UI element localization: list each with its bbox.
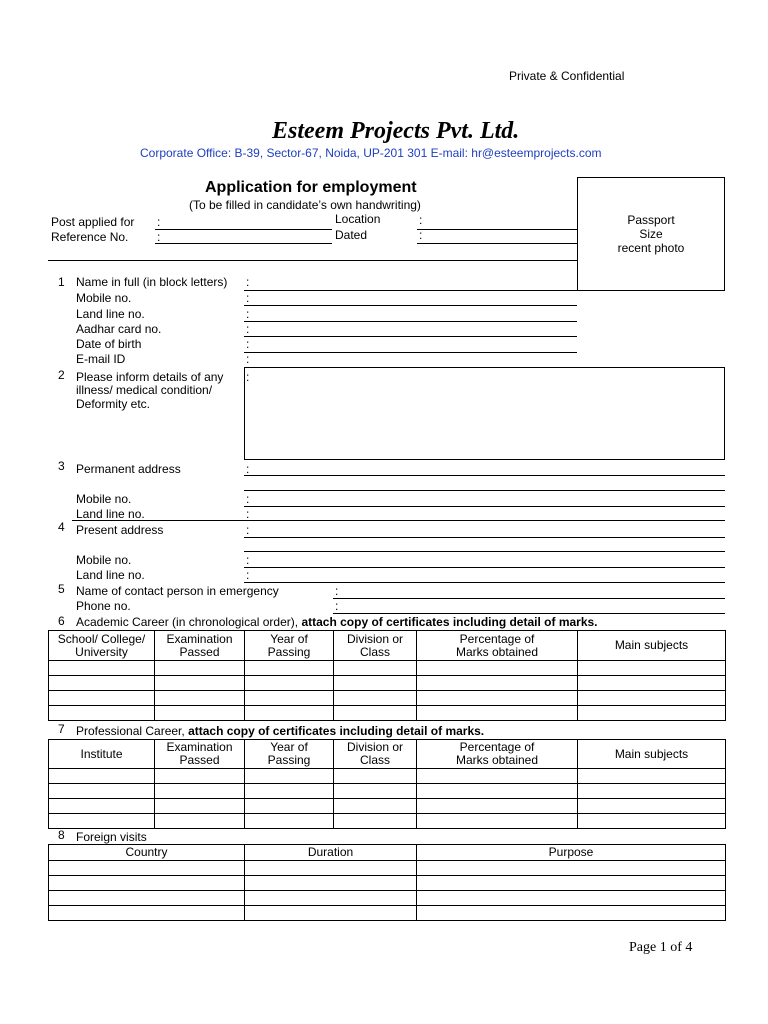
professional-header-row	[49, 740, 726, 769]
photo-label-line3: recent photo	[617, 241, 685, 255]
full-name-label: Name in full (in block letters)	[76, 275, 228, 289]
landline-label: Land line no.	[76, 307, 145, 321]
aadhar-field[interactable]	[244, 336, 577, 337]
aadhar-colon: :	[246, 322, 250, 336]
present-landline-label: Land line no.	[76, 568, 145, 582]
emergency-phone-field[interactable]	[333, 613, 725, 614]
professional-career-lead: Professional Career,	[76, 724, 189, 738]
dob-field[interactable]	[244, 352, 577, 353]
dob-colon: :	[246, 337, 250, 351]
page-number: Page 1 of 4	[629, 940, 693, 955]
permanent-mobile-field[interactable]	[244, 506, 725, 507]
permanent-address-line2[interactable]	[244, 490, 725, 491]
permanent-address-line1[interactable]	[244, 475, 725, 476]
form-subtitle: (To be filled in candidate’s own handwriting)	[189, 198, 421, 212]
dated-colon: :	[419, 228, 423, 242]
landline-field[interactable]	[244, 321, 577, 322]
landline-colon: :	[246, 307, 250, 321]
section-number-5: 5	[58, 582, 65, 596]
dob-label: Date of birth	[76, 337, 142, 351]
form-title: Application for employment	[205, 179, 417, 196]
section-number-7: 7	[58, 722, 65, 736]
table-row	[49, 676, 726, 691]
post-applied-field[interactable]	[155, 229, 332, 230]
dated-field[interactable]	[417, 243, 577, 244]
present-landline-field[interactable]	[244, 582, 725, 583]
reference-no-field[interactable]	[155, 243, 332, 244]
foreign-visits-table	[48, 844, 726, 921]
foreign-header-duration: Duration	[245, 845, 417, 861]
header-divider	[48, 260, 577, 261]
emergency-contact-label: Name of contact person in emergency	[76, 584, 279, 598]
company-name: Esteem Projects Pvt. Ltd.	[272, 118, 520, 144]
professional-career-heading	[76, 725, 484, 737]
email-colon: :	[246, 352, 250, 366]
academic-header-year: Year of Passing	[245, 631, 334, 661]
table-row	[49, 706, 726, 721]
academic-header-division: Division or Class	[334, 631, 417, 661]
academic-header-institution: School/ College/ University	[49, 631, 155, 661]
present-address-colon: :	[246, 523, 250, 537]
present-mobile-field[interactable]	[244, 567, 725, 568]
foreign-visits-heading: Foreign visits	[76, 830, 147, 844]
professional-header-exam: Examination Passed	[155, 740, 245, 769]
professional-header-percentage: Percentage of Marks obtained	[417, 740, 578, 769]
foreign-header-purpose: Purpose	[417, 845, 726, 861]
post-applied-colon: :	[157, 215, 161, 229]
present-address-line2[interactable]	[244, 551, 725, 552]
academic-career-heading	[76, 616, 598, 628]
academic-career-instruction: attach copy of certificates including detail of marks.	[301, 615, 598, 629]
present-landline-colon: :	[246, 568, 250, 582]
mobile-label: Mobile no.	[76, 291, 132, 305]
permanent-landline-colon: :	[246, 507, 250, 521]
section-number-3: 3	[58, 459, 65, 473]
corporate-office-address: Corporate Office: B-39, Sector-67, Noida, UP-201 301 E-mail: hr@esteemprojects.com	[140, 146, 602, 160]
permanent-landline-label: Land line no.	[76, 507, 145, 521]
professional-header-year: Year of Passing	[245, 740, 334, 769]
medical-label-line1: Please inform details of any	[76, 370, 224, 384]
mobile-field[interactable]	[244, 305, 577, 306]
full-name-colon: :	[246, 275, 250, 289]
permanent-address-label: Permanent address	[76, 462, 181, 476]
aadhar-label: Aadhar card no.	[76, 322, 162, 336]
table-row	[49, 814, 726, 829]
emergency-contact-field[interactable]	[333, 598, 725, 599]
foreign-header-country: Country	[49, 845, 245, 861]
academic-header-row	[49, 631, 726, 661]
permanent-landline-field[interactable]	[72, 520, 725, 521]
emergency-phone-label: Phone no.	[76, 599, 131, 613]
location-label: Location	[335, 212, 381, 226]
dated-label: Dated	[335, 228, 368, 242]
professional-header-division: Division or Class	[334, 740, 417, 769]
table-row	[49, 661, 726, 676]
table-row	[49, 861, 726, 876]
post-applied-label: Post applied for	[51, 215, 135, 229]
emergency-phone-colon: :	[335, 599, 339, 613]
section-number-2: 2	[58, 368, 65, 382]
table-row	[49, 876, 726, 891]
reference-no-colon: :	[157, 230, 161, 244]
section-number-1: 1	[58, 275, 65, 289]
medical-details-box[interactable]	[244, 367, 725, 460]
permanent-mobile-label: Mobile no.	[76, 492, 132, 506]
permanent-address-colon: :	[246, 462, 250, 476]
photo-label-line2: Size	[639, 227, 663, 241]
professional-header-subjects: Main subjects	[578, 740, 726, 769]
table-row	[49, 691, 726, 706]
email-label: E-mail ID	[76, 352, 126, 366]
academic-header-exam: Examination Passed	[155, 631, 245, 661]
academic-header-percentage: Percentage of Marks obtained	[417, 631, 578, 661]
mobile-colon: :	[246, 291, 250, 305]
present-address-line1[interactable]	[244, 537, 725, 538]
table-row	[49, 784, 726, 799]
present-mobile-label: Mobile no.	[76, 553, 132, 567]
table-row	[49, 769, 726, 784]
full-name-field[interactable]	[244, 290, 577, 291]
location-colon: :	[419, 213, 423, 227]
table-row	[49, 799, 726, 814]
professional-career-table	[48, 739, 726, 829]
foreign-header-row	[49, 845, 726, 861]
medical-colon: :	[246, 370, 250, 384]
section-number-4: 4	[58, 520, 65, 534]
academic-career-lead: Academic Career (in chronological order),	[76, 615, 302, 629]
academic-career-table	[48, 630, 726, 721]
table-row	[49, 891, 726, 906]
emergency-contact-colon: :	[335, 584, 339, 598]
medical-label-line3: Deformity etc.	[76, 397, 151, 411]
present-mobile-colon: :	[246, 553, 250, 567]
section-number-6: 6	[58, 614, 65, 628]
permanent-mobile-colon: :	[246, 492, 250, 506]
section-number-8: 8	[58, 828, 65, 842]
table-row	[49, 906, 726, 921]
medical-label-line2: illness/ medical condition/	[76, 383, 213, 397]
professional-career-instruction: attach copy of certificates including detail of marks.	[188, 724, 485, 738]
reference-no-label: Reference No.	[51, 230, 129, 244]
confidential-label: Private & Confidential	[509, 69, 625, 83]
professional-header-institute: Institute	[49, 740, 155, 769]
location-field[interactable]	[417, 229, 577, 230]
academic-header-subjects: Main subjects	[578, 631, 726, 661]
present-address-label: Present address	[76, 523, 164, 537]
photo-label-line1: Passport	[627, 213, 675, 227]
